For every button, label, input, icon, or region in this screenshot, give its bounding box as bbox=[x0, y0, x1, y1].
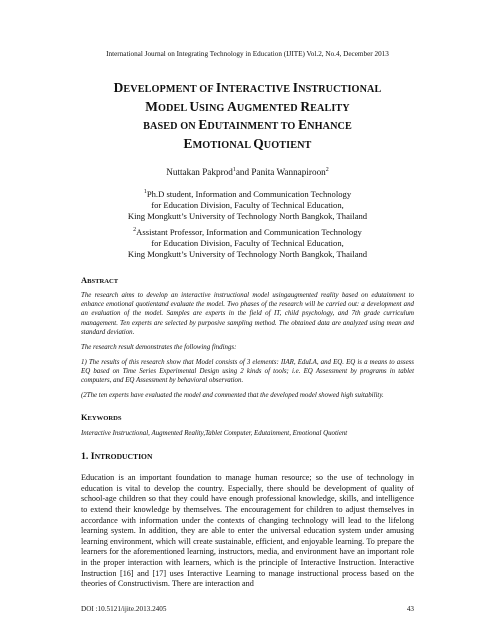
abstract-paragraph: The research aims to develop an interactive instructional model usingaugmented reality based on edutainment to enhance emotional quotientand evaluate the model. Two phases of the research will be carried out: a development and an evaluation of the model. Samples are experts in the field of IT, child psychology, and 7th grade curriculum management. Ten experts are selected by purposive sampling method. The obtained data are analyzed using mean and standard deviation. bbox=[81, 292, 414, 336]
journal-header: International Journal on Integrating Technology in Education (IJITE) Vol.2, No.4, December 2013 bbox=[106, 50, 389, 58]
title-line-4: EMOTIONAL QUOTIENT bbox=[183, 135, 312, 151]
author-line: Nuttakan Pakprod$^1$and Panita Wannapiroon$^2$ bbox=[166, 167, 329, 177]
author-name: and Panita Wannapiroon bbox=[235, 167, 326, 177]
affiliation-1: $^1$Ph.D student, Information and Communication Technology for Education Division, Faculty of Technical Education, King Mongkutt’s University of Technology North Bangkok, Thailand bbox=[127, 189, 368, 222]
author-name: Nuttakan Pakprod bbox=[166, 167, 233, 177]
doi-text: DOI :10.5121/ijite.2013.2405 bbox=[81, 605, 167, 613]
title-line-3: BASED ON EDUTAINMENT TO ENHANCE bbox=[143, 117, 352, 132]
keywords-heading: KEYWORDS bbox=[81, 413, 122, 423]
page-number: 43 bbox=[406, 605, 414, 613]
title-line-2: MODEL USING AUGMENTED REALITY bbox=[145, 98, 350, 114]
affiliation-2: $^2$Assistant Professor, Information and Communication Technology for Education Division, Faculty of Technical Education, King Mongkutt’s University of Technology North Bangkok, Thailand bbox=[127, 226, 368, 260]
introduction-paragraph: Education is an important foundation to manage human resource; so the use of technology in education is vital to develop the country. Especially, there should be development of quality of school-age children so that they could have enough professional knowledge, skills, and intelligence to extend their knowledge by themselves. The encouragement for children to adjust themselves in accordance with information under the contexts of changing technology will lead to the lifelong learning system. In addition, they are able to enter the universal education system under amusing learning environment, which will create sustainable, efficient, and enjoyable learning. To prepare the learners for the aforementioned learning, instructors, media, and environment have an important role in the proper interaction with learners, which is the principle of Interactive Instruction. Interactive Instruction [16] and [17] uses Interactive Learning to manage instructional process based on the theories of Constructivism. There are interaction and bbox=[81, 473, 414, 589]
introduction-heading: 1. INTRODUCTION bbox=[81, 451, 153, 463]
abstract-paragraph: 1) The results of this research show that Model consists of 3 elements: IIAR, EduLA, and EQ. EQ is a means to assess EQ based on Time Series Experimental Design using 2 kinds of tools; i.e. EQ Assessment by programs in tablet computers, and EQ Assessment by behavioral observation. bbox=[81, 358, 414, 384]
title-line-1: DEVELOPMENT OF INTERACTIVE INSTRUCTIONAL bbox=[113, 80, 382, 95]
paper-title bbox=[81, 80, 414, 154]
page-footer bbox=[81, 605, 414, 614]
abstract-paragraph: (2The ten experts have evaluated the model and commented that the developed model showed high suitability. bbox=[81, 392, 384, 400]
keywords-text: Interactive Instructional, Augmented Reality,Tablet Computer, Edutainment, Emotional Quotient bbox=[81, 430, 348, 438]
abstract-paragraph: The research result demonstrates the following findings: bbox=[81, 343, 237, 351]
abstract-heading: ABSTRACT bbox=[81, 276, 119, 286]
